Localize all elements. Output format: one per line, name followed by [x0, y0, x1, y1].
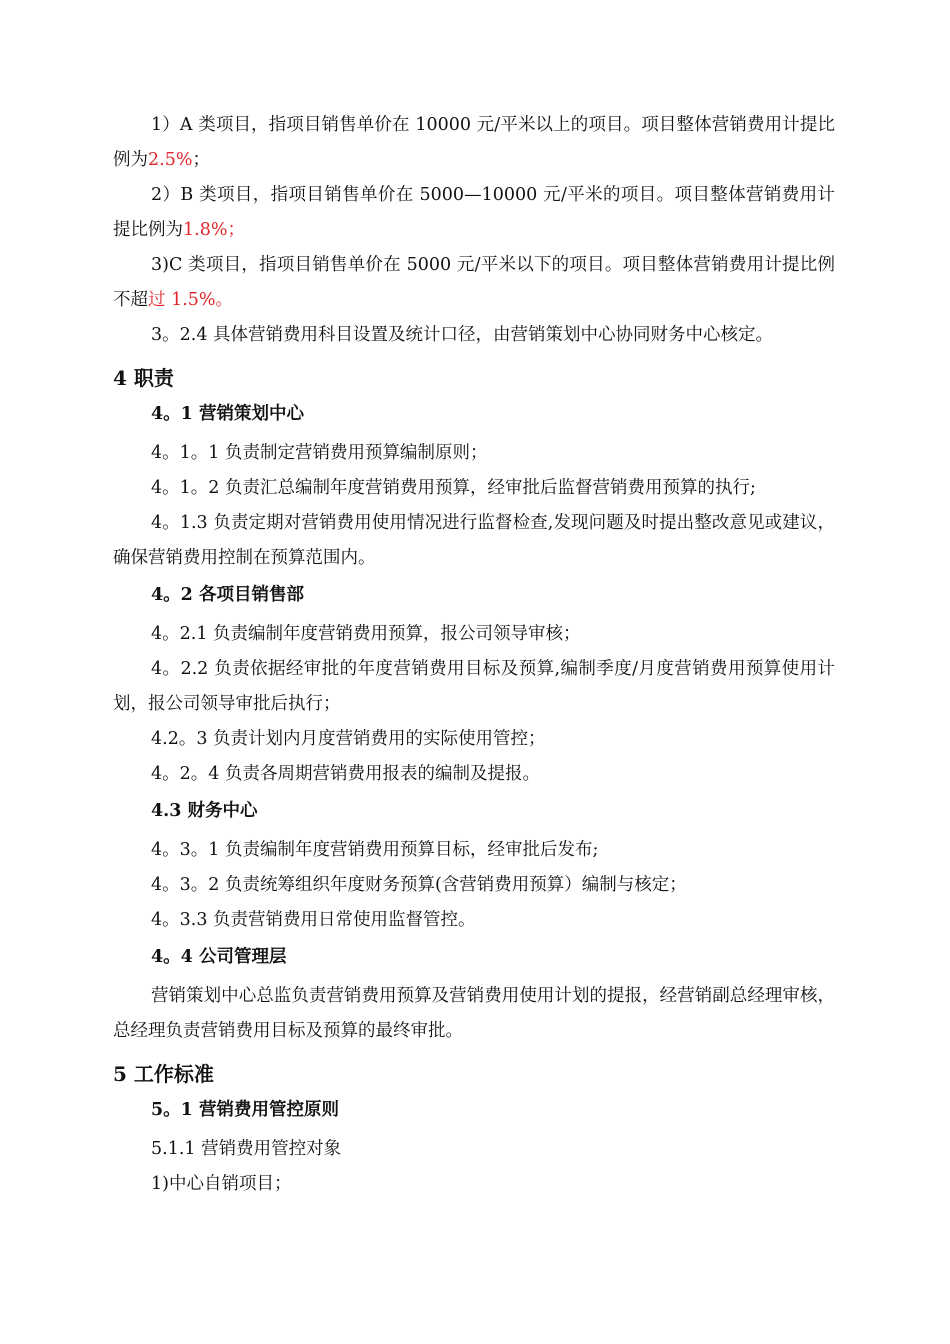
section-5-1-item: 1)中心自销项目； [151, 1174, 292, 1194]
class-a-end: ； [192, 150, 210, 170]
section-5-1-item: 5.1.1 营销费用管控对象 [151, 1139, 342, 1159]
section-5-1-heading: 5。1 营销费用管控原则 [151, 1100, 339, 1120]
document-body [113, 108, 835, 1202]
section-4-2-item: 4。2。4 负责各周期营销费用报表的编制及提报。 [151, 764, 540, 784]
section-4-1-item: 4。1.3 负责定期对营销费用使用情况进行监督检查,发现问题及时提出整改意见或建议，确保营销费用控制在预算范围内。 [113, 513, 835, 568]
class-a-rate: 2.5% [148, 150, 193, 170]
section-4-2-heading: 4。2 各项目销售部 [151, 585, 304, 605]
section-4-4-heading: 4。4 公司管理层 [151, 947, 287, 967]
section-4-heading: 4 职责 [113, 366, 174, 390]
section-4-2-item: 4.2。3 负责计划内月度营销费用的实际使用管控； [151, 729, 546, 749]
paragraph-class-c [113, 248, 835, 318]
section-4-4-item: 营销策划中心总监负责营销费用预算及营销费用使用计划的提报，经营销副总经理审核，总经理负责营销费用目标及预算的最终审批。 [113, 986, 835, 1041]
section-4-2-item: 4。2.1 负责编制年度营销费用预算，报公司领导审核； [151, 624, 581, 644]
section-5-heading: 5 工作标准 [113, 1062, 214, 1086]
section-4-1-heading: 4。1 营销策划中心 [151, 404, 304, 424]
section-4-3-item: 4。3.3 负责营销费用日常使用监督管控。 [151, 910, 476, 930]
section-4-1-item: 4。1。1 负责制定营销费用预算编制原则； [151, 443, 488, 463]
class-c-text: 3)C 类项目，指项目销售单价在 5000 元/平米以下的项目。项目整体营销费用计提比例不超 [113, 255, 835, 310]
section-4-3-item: 4。3。2 负责统筹组织年度财务预算(含营销费用预算）编制与核定； [151, 875, 687, 895]
section-4-2-item: 4。2.2 负责依据经审批的年度营销费用目标及预算,编制季度/月度营销费用预算使用计划，报公司领导审批后执行； [113, 659, 835, 714]
section-4-1-item: 4。1。2 负责汇总编制年度营销费用预算，经审批后监督营销费用预算的执行; [151, 478, 756, 498]
class-a-text: 1）A 类项目，指项目销售单价在 10000 元/平米以上的项目。项目整体营销费用计提比例为 [113, 115, 835, 170]
class-b-rate: 1.8%； [183, 220, 245, 240]
section-4-3-heading: 4.3 财务中心 [151, 801, 258, 821]
class-b-text: 2）B 类项目，指项目销售单价在 5000—10000 元/平米的项目。项目整体营销费用计提比例为 [113, 185, 835, 240]
section-4-3-item: 4。3。1 负责编制年度营销费用预算目标，经审批后发布; [151, 840, 599, 860]
class-c-rate: 过 1.5%。 [148, 290, 234, 310]
paragraph-3-2-4: 3。2.4 具体营销费用科目设置及统计口径，由营销策划中心协同财务中心核定。 [151, 325, 774, 345]
paragraph-class-b [113, 178, 835, 248]
paragraph-class-a [113, 108, 835, 178]
